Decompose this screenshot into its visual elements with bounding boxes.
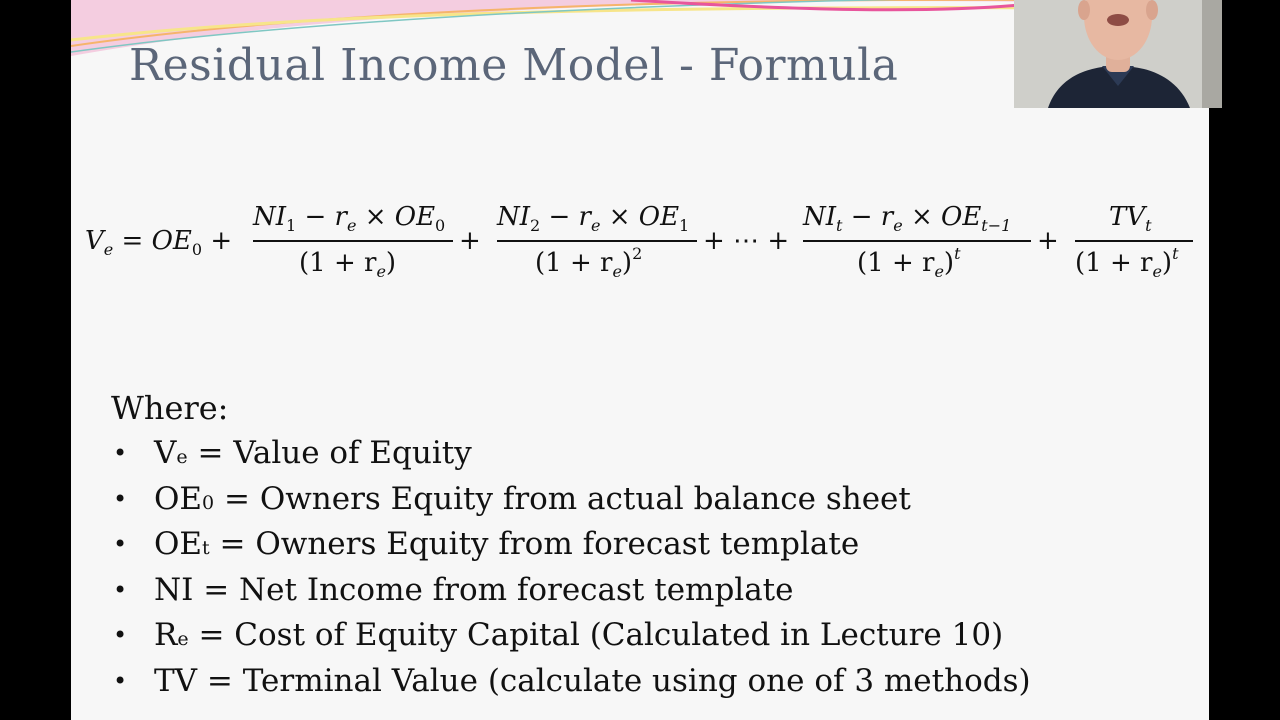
bullet-icon: • [113, 621, 128, 649]
term1-numerator: $NI_1 - r_e \times OE_0$ [253, 202, 446, 235]
definitions-list [111, 431, 1171, 704]
presenter-mouth [1107, 14, 1129, 26]
bullet-icon: • [113, 575, 128, 604]
term4-denominator: $(1 + r_e)^t$ [1075, 244, 1179, 281]
presenter-video-icon [1014, 0, 1222, 108]
definition-item: • NI = Net Income from forecast template [111, 568, 1171, 614]
plus-sign: + [459, 226, 481, 256]
presenter-ear-left [1078, 0, 1090, 20]
bullet-icon: • [113, 666, 128, 695]
plus-sign-2: + [1037, 226, 1059, 256]
definition-item: • OEt = Owners Equity from forecast template [111, 522, 1171, 568]
definition-item: • Re = Cost of Equity Capital (Calculated in Lecture 10) [111, 613, 1171, 659]
term1-denominator: $(1 + r_e)$ [299, 248, 397, 281]
definition-item: • OE0 = Owners Equity from actual balance sheet [111, 477, 1171, 523]
formula-ellipsis: + ⋯ + [703, 226, 790, 256]
term4-fraction-bar [1075, 240, 1193, 242]
presenter-ear-right [1146, 0, 1158, 20]
definition-item: • TV = Terminal Value (calculate using one of 3 methods) [111, 659, 1171, 705]
term4-numerator: $TV_t$ [1109, 202, 1152, 235]
term2-numerator: $NI_2 - r_e \times OE_1$ [497, 202, 690, 235]
term3-fraction-bar [803, 240, 1031, 242]
bullet-icon: • [113, 530, 128, 558]
definition-item: • Ve = Value of Equity [111, 431, 1171, 477]
term3-numerator: $NI_t - r_e \times OE_{t-1}$ [803, 202, 1012, 235]
presenter-webcam [1014, 0, 1222, 108]
definitions-section [111, 386, 1171, 704]
slide-title: Residual Income Model - Formula [129, 40, 899, 91]
residual-income-formula [85, 198, 1205, 288]
where-label: Where: [111, 389, 229, 427]
bullet-icon: • [113, 439, 128, 467]
formula-lhs: $V_e = OE_0$ + [85, 226, 233, 259]
term3-denominator: $(1 + r_e)^t$ [857, 244, 961, 281]
slide [71, 0, 1209, 720]
term1-fraction-bar [253, 240, 453, 242]
term2-fraction-bar [497, 240, 697, 242]
term2-denominator: $(1 + r_e)^2$ [535, 244, 643, 281]
bullet-icon: • [113, 484, 128, 513]
webcam-doorframe [1202, 0, 1222, 108]
